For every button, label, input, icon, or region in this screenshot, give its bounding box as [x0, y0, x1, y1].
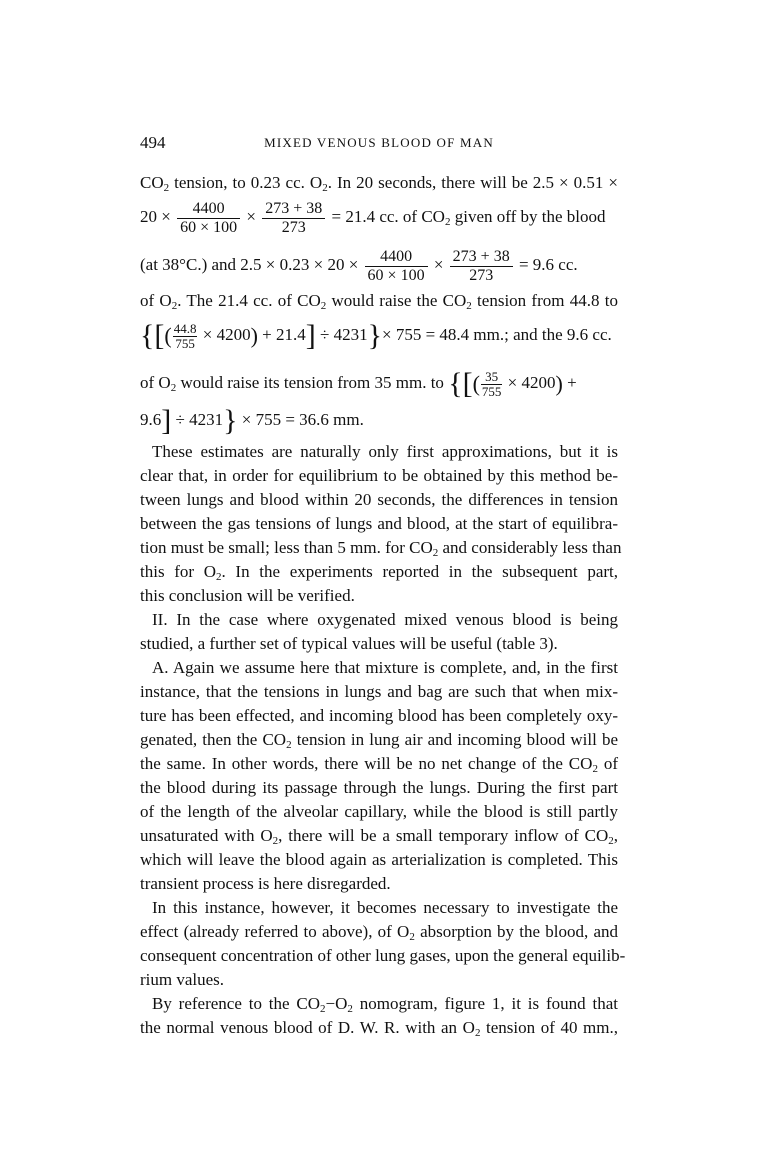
page-number: 494 — [140, 133, 166, 152]
text-line: genated, then the $CO_2$ tension in lung air and incoming blood will be — [140, 730, 619, 751]
fraction: $\frac{273 + 38}{273}$ — [450, 248, 513, 285]
text-line: tween lungs and blood within 20 seconds, the differences in tension — [140, 490, 618, 509]
equation-line: 20 × $\frac{4400}{60 \times 100}$ × $\frac{273 + 38}{273}$ = 21.4 cc. of $CO_2$ given off by the blood — [140, 199, 606, 236]
equation-line: (at 38°C.) and 2.5 × 0.23 × 20 × $\frac{4400}{60 \times 100}$ × $\frac{273 + 38}{273}$ = 9.6 cc. — [140, 247, 578, 284]
text-line: the normal venous blood of D. W. R. with an $O_2$ tension of 40 mm., — [140, 1018, 619, 1039]
equation-line: of $O_2$ would raise its tension from 35 mm. to {[( $\frac{35}{755}$ × 4200) + — [140, 367, 577, 400]
text-line: of $O_2$. The 21.4 cc. of $CO_2$ would raise the $CO_2$ tension from 44.8 to — [140, 291, 618, 312]
text-line: this for $O_2$. In the experiments reported in the subsequent part, — [140, 562, 618, 583]
text-line: rium values. — [140, 970, 225, 989]
text-line: the blood during its passage through the lungs. During the first part — [140, 778, 618, 797]
fraction: $\frac{4400}{60 \times 100}$ — [365, 248, 428, 285]
equation-line: 9.6] ÷ 4231} × 755 = 36.6 mm. — [140, 404, 364, 437]
text-line: the same. In other words, there will be no net change of the $CO_2$ of — [140, 754, 618, 775]
text-line: instance, that the tensions in lungs and bag are such that when mix- — [140, 682, 618, 701]
text-line: transient process is here disregarded. — [140, 874, 391, 893]
text-line: clear that, in order for equilibrium to be obtained by this method be- — [140, 466, 618, 485]
fraction: $\frac{4400}{60 \times 100}$ — [177, 200, 240, 237]
fraction: $\frac{35}{755}$ — [481, 368, 502, 399]
text-line: These estimates are naturally only first approximations, but it is — [152, 442, 618, 461]
text-line: of the length of the alveolar capillary, while the blood is still partly — [140, 802, 618, 821]
text-line: effect (already referred to above), of $O_2$ absorption by the blood, and — [140, 922, 619, 943]
text-line: By reference to the $CO_2-O_2$ nomogram, figure 1, it is found that — [152, 994, 618, 1015]
text-line: consequent concentration of other lung gases, upon the general equilib- — [140, 946, 626, 965]
text-line: A. Again we assume here that mixture is complete, and, in the first — [152, 658, 618, 677]
running-head: MIXED VENOUS BLOOD OF MAN — [264, 135, 494, 150]
text-line: which will leave the blood again as arterialization is completed. This — [140, 850, 618, 869]
text-line: between the gas tensions of lungs and blood, at the start of equilibra- — [140, 514, 618, 533]
text-line: ture has been effected, and incoming blood has been completely oxy- — [140, 706, 618, 725]
text-line: studied, a further set of typical values will be useful (table 3). — [140, 634, 558, 653]
text-line: $CO_2$ tension, to 0.23 cc. $O_2$. In 20 seconds, there will be 2.5 × 0.51 × — [140, 173, 619, 194]
equation-line: {[( $\frac{44.8}{755}$ × 4200) + 21.4] ÷ 4231}× 755 = 48.4 mm.; and the 9.6 cc. — [140, 319, 612, 352]
text-line: In this instance, however, it becomes necessary to investigate the — [152, 898, 618, 917]
page-header — [140, 133, 618, 155]
text-line: this conclusion will be verified. — [140, 586, 355, 605]
text-line: unsaturated with $O_2$, there will be a small temporary inflow of $CO_2$, — [140, 826, 618, 847]
fraction: $\frac{44.8}{755}$ — [173, 320, 197, 351]
fraction: $\frac{273 + 38}{273}$ — [262, 200, 325, 237]
text-line: II. In the case where oxygenated mixed venous blood is being — [152, 610, 618, 629]
text-line: tion must be small; less than 5 mm. for $CO_2$ and considerably less than — [140, 538, 622, 559]
